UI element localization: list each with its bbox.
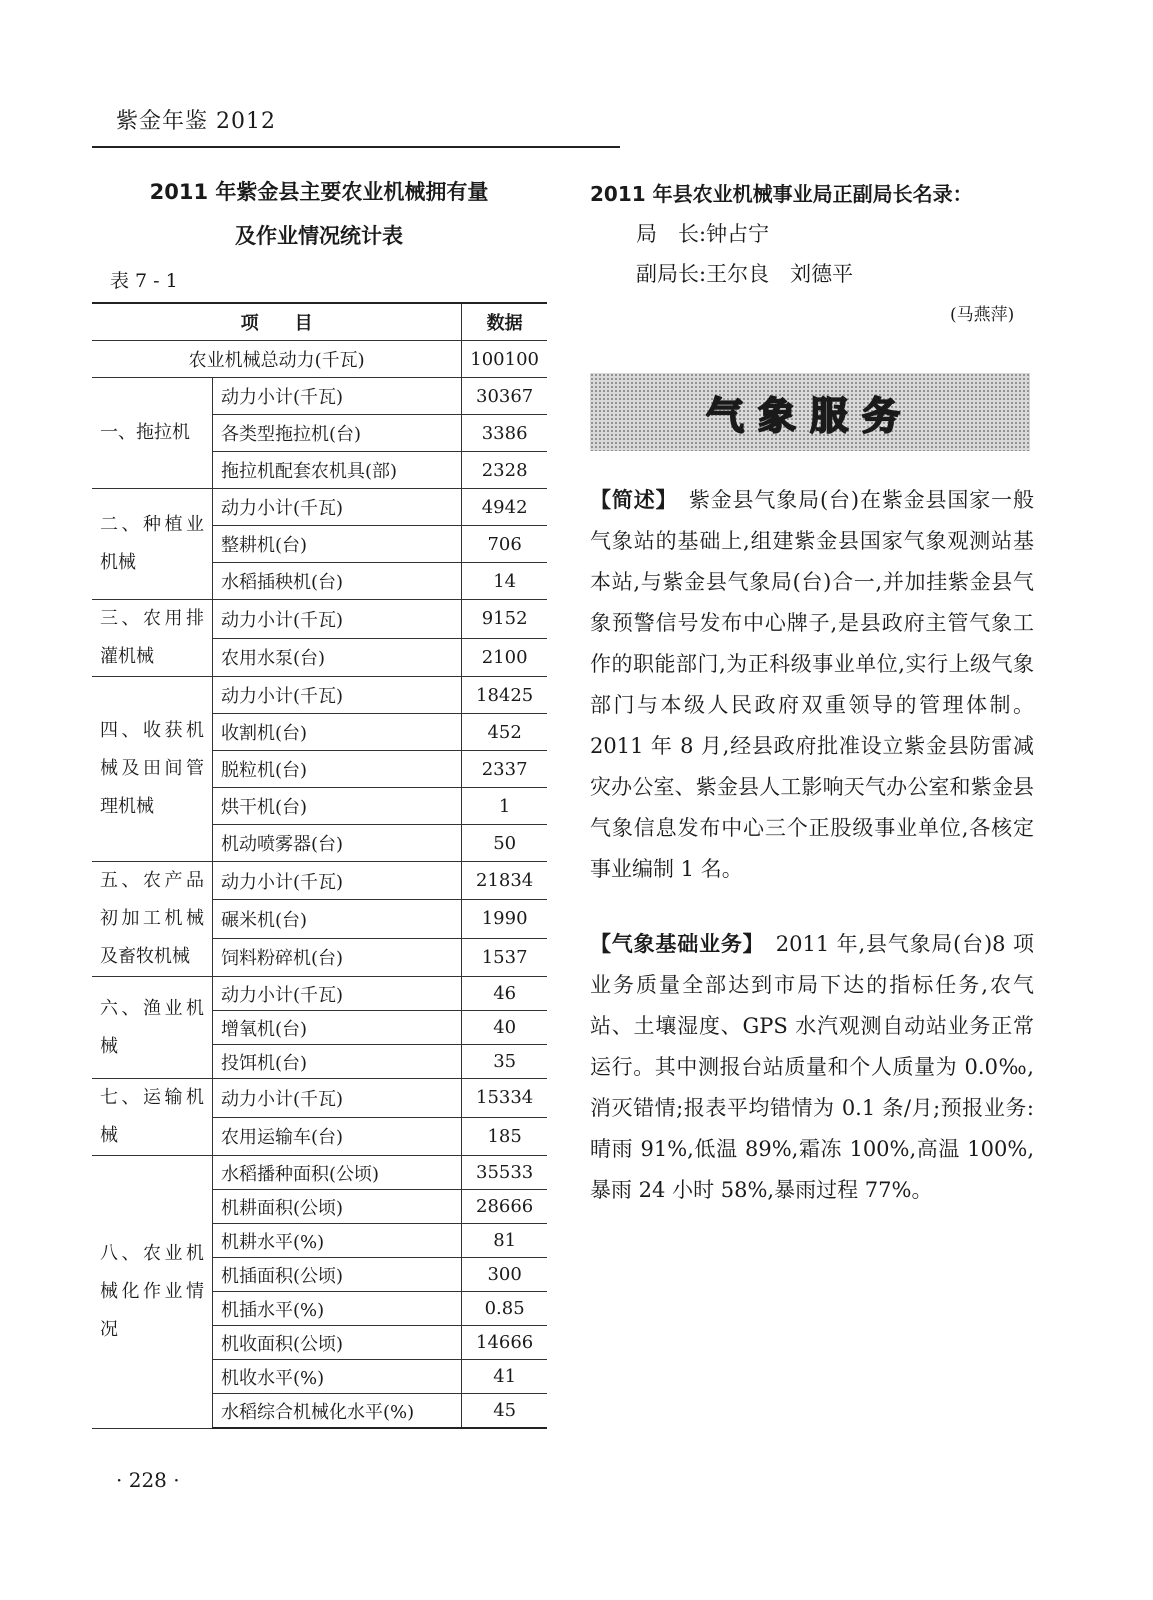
value-cell: 1990 [462,900,547,938]
value-cell: 1 [462,788,547,825]
item-cell: 动力小计(千瓦) [213,489,462,526]
item-cell: 农用水泵(台) [213,638,462,677]
table-row [92,489,547,526]
item-cell: 烘干机(台) [213,788,462,825]
value-cell: 28666 [462,1190,547,1224]
item-cell: 拖拉机配套农机具(部) [213,452,462,489]
author-signature: (马燕萍) [950,305,1015,325]
category-cell: 二、种植业机械 [92,489,213,600]
value-cell: 81 [462,1224,547,1258]
value-cell: 1537 [462,938,547,976]
item-cell: 碾米机(台) [213,900,462,938]
category-cell: 八、农业机械化作业情况 [92,1156,213,1429]
item-cell: 水稻播种面积(公顷) [213,1156,462,1190]
total-value: 100100 [462,341,547,378]
table-header-row [92,303,547,341]
column-header-value: 数据 [462,303,547,341]
value-cell: 18425 [462,677,547,714]
value-cell: 35 [462,1045,547,1079]
value-cell: 14666 [462,1326,547,1360]
item-cell: 动力小计(千瓦) [213,1079,462,1118]
value-cell: 0.85 [462,1292,547,1326]
item-cell: 机动喷雾器(台) [213,825,462,862]
stats-table [92,302,547,1429]
item-cell: 脱粒机(台) [213,751,462,788]
item-cell: 动力小计(千瓦) [213,977,462,1011]
value-cell: 15334 [462,1079,547,1118]
category-cell: 七、运输机械 [92,1079,213,1156]
item-cell: 动力小计(千瓦) [213,677,462,714]
table-title-line2: 及作业情况统计表 [235,224,403,248]
item-cell: 动力小计(千瓦) [213,378,462,415]
deputy-line: 副局长:王尔良 刘德平 [636,262,854,286]
table-row [92,600,547,639]
value-cell: 2328 [462,452,547,489]
value-cell: 706 [462,526,547,563]
value-cell: 3386 [462,415,547,452]
item-cell: 收割机(台) [213,714,462,751]
value-cell: 2100 [462,638,547,677]
header-rule [92,146,620,148]
director-line: 局 长:钟占宁 [636,222,770,246]
value-cell: 4942 [462,489,547,526]
value-cell: 21834 [462,862,547,900]
value-cell: 30367 [462,378,547,415]
item-cell: 机收水平(%) [213,1360,462,1394]
paragraph-basic-business-text: 2011 年,县气象局(台)8 项业务质量全部达到市局下达的指标任务,农气站、土壤湿度、GPS 水汽观测自动站业务正常运行。其中测报台站质量和个人质量为 0.0‰,消灭错情;报表平均错情为 0.1 条/月;预报业务:晴雨 91%,低温 89%,霜冻 100%,高温 100%,暴雨 24 小时 58%,暴雨过程 77%。 [590,932,1034,1202]
item-cell: 水稻综合机械化水平(%) [213,1394,462,1429]
value-cell: 40 [462,1011,547,1045]
paragraph-basic-business [590,924,1034,1211]
paragraph-summary-label: 【简述】 [590,488,667,512]
value-cell: 50 [462,825,547,862]
category-cell: 一、拖拉机 [92,378,213,489]
section-banner-title: 气象服务 [705,393,914,438]
table-number: 表 7 - 1 [110,270,178,292]
value-cell: 300 [462,1258,547,1292]
page-number: · 228 · [116,1468,180,1492]
item-cell: 水稻插秧机(台) [213,563,462,600]
paragraph-summary-text: 紫金县气象局(台)在紫金县国家一般气象站的基础上,组建紫金县国家气象观测站基本站,与紫金县气象局(台)合一,并加挂紫金县气象预警信号发布中心牌子,是县政府主管气象工作的职能部门,为正科级事业单位,实行上级气象部门与本级人民政府双重领导的管理体制。2011 年 8 月,经县政府批准设立紫金县防雷减灾办公室、紫金县人工影响天气办公室和紫金县气象信息发布中心三个正股级事业单位,各核定事业编制 1 名。 [590,488,1034,881]
item-cell: 机插面积(公顷) [213,1258,462,1292]
item-cell: 机耕水平(%) [213,1224,462,1258]
category-cell: 四、收获机械及田间管理机械 [92,677,213,862]
item-cell: 投饵机(台) [213,1045,462,1079]
item-cell: 各类型拖拉机(台) [213,415,462,452]
table-row [92,677,547,714]
column-header-item: 项 目 [92,303,462,341]
table-row [92,378,547,415]
item-cell: 动力小计(千瓦) [213,600,462,639]
paragraph-summary [590,480,1034,890]
directory-title: 2011 年县农业机械事业局正副局长名录： [590,182,973,206]
table-row [92,1156,547,1190]
item-cell: 农用运输车(台) [213,1117,462,1156]
table-row [92,862,547,900]
item-cell: 机插水平(%) [213,1292,462,1326]
item-cell: 动力小计(千瓦) [213,862,462,900]
item-cell: 机收面积(公顷) [213,1326,462,1360]
value-cell: 35533 [462,1156,547,1190]
item-cell: 机耕面积(公顷) [213,1190,462,1224]
item-cell: 整耕机(台) [213,526,462,563]
category-cell: 六、渔业机械 [92,977,213,1079]
value-cell: 41 [462,1360,547,1394]
value-cell: 2337 [462,751,547,788]
table-row [92,1079,547,1118]
total-item: 农业机械总动力(千瓦) [92,341,462,378]
item-cell: 增氧机(台) [213,1011,462,1045]
value-cell: 46 [462,977,547,1011]
table-title-line1: 2011 年紫金县主要农业机械拥有量 [149,180,489,204]
table-row [92,977,547,1011]
value-cell: 452 [462,714,547,751]
running-header-title: 紫金年鉴 2012 [116,109,276,134]
value-cell: 9152 [462,600,547,639]
item-cell: 饲料粉碎机(台) [213,938,462,976]
value-cell: 45 [462,1394,547,1429]
category-cell: 三、农用排灌机械 [92,600,213,677]
value-cell: 185 [462,1117,547,1156]
table-row-total [92,341,547,378]
value-cell: 14 [462,563,547,600]
section-banner [590,373,1030,451]
category-cell: 五、农产品初加工机械及畜牧机械 [92,862,213,977]
paragraph-basic-business-label: 【气象基础业务】 [590,932,754,956]
